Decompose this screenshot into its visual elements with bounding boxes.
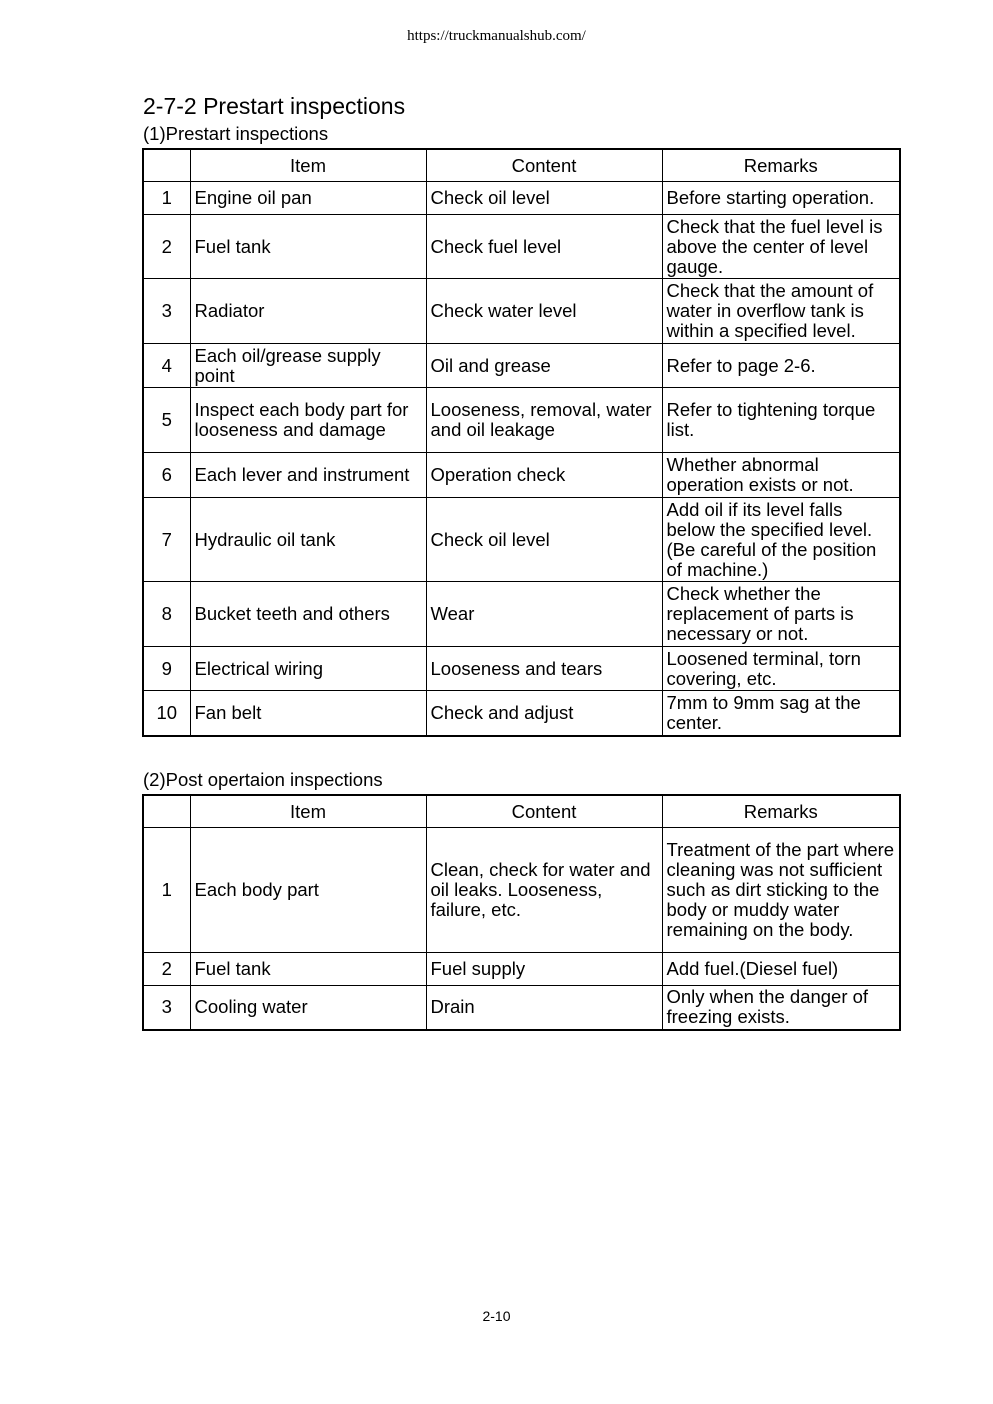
- row-content: Oil and grease: [426, 344, 662, 388]
- row-content: Clean, check for water and oil leaks. Looseness, failure, etc.: [426, 828, 662, 953]
- row-item: Bucket teeth and others: [190, 582, 426, 647]
- table-row: [143, 344, 900, 388]
- row-number: 3: [143, 279, 190, 344]
- post-operation-heading: (2)Post opertaion inspections: [143, 769, 383, 790]
- prestart-table: [142, 148, 901, 737]
- prestart-heading: (1)Prestart inspections: [143, 123, 329, 144]
- col-header-no: [143, 795, 190, 828]
- row-item: Fuel tank: [190, 215, 426, 279]
- row-item: Fuel tank: [190, 953, 426, 986]
- row-remarks: Only when the danger of freezing exists.: [662, 986, 900, 1030]
- col-header-remarks: Remarks: [662, 149, 900, 182]
- row-content: Check oil level: [426, 498, 662, 582]
- row-item: Radiator: [190, 279, 426, 344]
- row-number: 9: [143, 647, 190, 691]
- row-remarks: Whether abnormal operation exists or not.: [662, 453, 900, 498]
- row-remarks: Refer to page 2-6.: [662, 344, 900, 388]
- table-row: [143, 986, 900, 1030]
- row-remarks: Treatment of the part where cleaning was not sufficient such as dirt sticking to the body or muddy water remaining on the body.: [662, 828, 900, 953]
- col-header-remarks: Remarks: [662, 795, 900, 828]
- row-item: Fan belt: [190, 691, 426, 736]
- row-content: Check water level: [426, 279, 662, 344]
- row-content: Check and adjust: [426, 691, 662, 736]
- section-title: 2-7-2 Prestart inspections: [143, 93, 406, 119]
- row-content: Wear: [426, 582, 662, 647]
- row-content: Check oil level: [426, 182, 662, 215]
- row-number: 5: [143, 388, 190, 453]
- row-number: 2: [143, 953, 190, 986]
- row-remarks: Loosened terminal, torn covering, etc.: [662, 647, 900, 691]
- row-number: 1: [143, 828, 190, 953]
- table-row: [143, 953, 900, 986]
- table-row: [143, 388, 900, 453]
- row-item: Electrical wiring: [190, 647, 426, 691]
- row-content: Check fuel level: [426, 215, 662, 279]
- table-row: [143, 215, 900, 279]
- row-remarks: 7mm to 9mm sag at the center.: [662, 691, 900, 736]
- row-number: 8: [143, 582, 190, 647]
- row-remarks: Before starting operation.: [662, 182, 900, 215]
- table-row: [143, 691, 900, 736]
- row-item: Cooling water: [190, 986, 426, 1030]
- row-item: Inspect each body part for looseness and damage: [190, 388, 426, 453]
- row-remarks: Add fuel.(Diesel fuel): [662, 953, 900, 986]
- row-number: 3: [143, 986, 190, 1030]
- row-remarks: Check that the fuel level is above the center of level gauge.: [662, 215, 900, 279]
- row-content: Fuel supply: [426, 953, 662, 986]
- row-number: 6: [143, 453, 190, 498]
- col-header-item: Item: [190, 149, 426, 182]
- row-number: 2: [143, 215, 190, 279]
- row-number: 7: [143, 498, 190, 582]
- row-number: 4: [143, 344, 190, 388]
- row-remarks: Check that the amount of water in overflow tank is within a specified level.: [662, 279, 900, 344]
- row-item: Each oil/grease supply point: [190, 344, 426, 388]
- table-row: [143, 182, 900, 215]
- table-row: [143, 582, 900, 647]
- row-content: Operation check: [426, 453, 662, 498]
- header-url: https://truckmanualshub.com/: [407, 28, 586, 44]
- row-item: Engine oil pan: [190, 182, 426, 215]
- row-number: 1: [143, 182, 190, 215]
- row-content: Drain: [426, 986, 662, 1030]
- table-row: [143, 279, 900, 344]
- col-header-no: [143, 149, 190, 182]
- table-row: [143, 647, 900, 691]
- page-number: 2-10: [482, 1308, 511, 1324]
- col-header-content: Content: [426, 795, 662, 828]
- row-content: Looseness, removal, water and oil leakage: [426, 388, 662, 453]
- col-header-item: Item: [190, 795, 426, 828]
- row-item: Each body part: [190, 828, 426, 953]
- row-item: Each lever and instrument: [190, 453, 426, 498]
- post-operation-table: [142, 794, 901, 1031]
- col-header-content: Content: [426, 149, 662, 182]
- table-row: [143, 498, 900, 582]
- row-remarks: Check whether the replacement of parts is necessary or not.: [662, 582, 900, 647]
- table-row: [143, 453, 900, 498]
- row-content: Looseness and tears: [426, 647, 662, 691]
- table-row: [143, 828, 900, 953]
- row-item: Hydraulic oil tank: [190, 498, 426, 582]
- table-header-row: [143, 795, 900, 828]
- row-remarks: Refer to tightening torque list.: [662, 388, 900, 453]
- row-remarks: Add oil if its level falls below the specified level. (Be careful of the position of machine.): [662, 498, 900, 582]
- row-number: 10: [143, 691, 190, 736]
- table-header-row: [143, 149, 900, 182]
